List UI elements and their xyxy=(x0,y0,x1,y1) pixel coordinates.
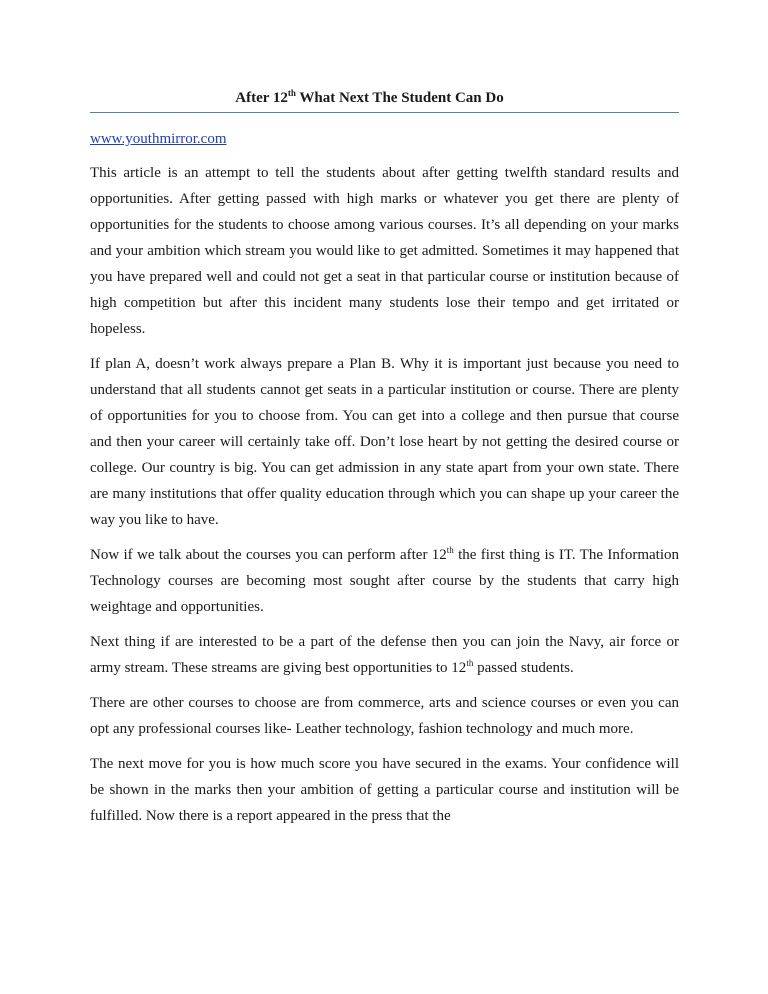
paragraph-superscript: th xyxy=(466,658,474,668)
paragraph-intro: This article is an attempt to tell the students about after getting twelfth standard results and opportunities. After getting passed with high marks or whatever you get there are plenty of opportunities for the students to choose among various courses. It’s all depending on your marks and your ambition which stream you would like to get admitted. Sometimes it may happened that you have prepared well and could not get a seat in that particular course or institution because of high competition but after this incident many students lose their tempo and get irritated or hopeless. xyxy=(90,165,679,337)
paragraph-superscript: th xyxy=(446,545,454,555)
title-superscript: th xyxy=(287,88,296,98)
website-link[interactable]: www.youthmirror.com xyxy=(90,131,227,147)
document-title xyxy=(90,88,679,113)
paragraph-text-rest: passed students. xyxy=(473,660,574,676)
title-text-rest: What Next The Student Can Do xyxy=(295,90,504,106)
paragraph-other-courses: There are other courses to choose are from commerce, arts and science courses or even you can opt any professional courses like- Leather technology, fashion technology and much more. xyxy=(90,695,679,737)
paragraph-next-move: The next move for you is how much score you have secured in the exams. Your confidence will be shown in the marks then your ambition of getting a particular course and institution will be fulfilled. Now there is a report appeared in the press that the xyxy=(90,756,679,824)
paragraph-text-rest: the first thing is IT. The Information Technology courses are becoming most sought after course by the students that carry high weightage and opportunities. xyxy=(90,547,679,615)
paragraph-text: Next thing if are interested to be a part of the defense then you can join the Navy, air force or army stream. These streams are giving best opportunities to 12 xyxy=(90,634,679,676)
title-text: After 12 xyxy=(235,90,288,106)
paragraph-text: Now if we talk about the courses you can perform after 12 xyxy=(90,547,447,563)
paragraph-it-courses xyxy=(90,542,679,620)
paragraph-defense xyxy=(90,629,679,681)
paragraph-plan-b: If plan A, doesn’t work always prepare a Plan B. Why it is important just because you need to understand that all students cannot get seats in a particular institution or course. There are plenty of opportunities for you to choose from. You can get into a college and then pursue that course and then your career will certainly take off. Don’t lose heart by not getting the desired course or college. Our country is big. You can get admission in any state apart from your own state. There are many institutions that offer quality education through which you can shape up your career the way you like to have. xyxy=(90,356,679,528)
document-page xyxy=(90,88,679,829)
